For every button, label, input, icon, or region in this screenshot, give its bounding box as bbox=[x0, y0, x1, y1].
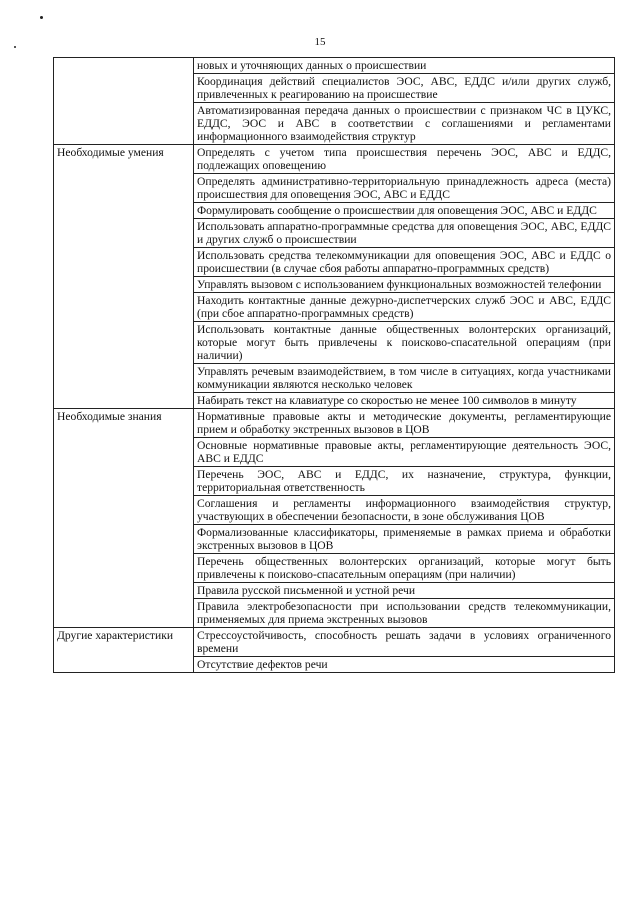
requirement-item: Перечень общественных волонтерских организаций, которые могут быть привлечены к поисково-спасательным операциям (при наличии) bbox=[194, 554, 615, 583]
section-label: Необходимые умения bbox=[54, 145, 194, 409]
requirements-table bbox=[53, 57, 615, 673]
requirement-item: Перечень ЭОС, АВС и ЕДДС, их назначение, структура, функции, территориальная ответственность bbox=[194, 467, 615, 496]
requirement-item: Стрессоустойчивость, способность решать задачи в условиях ограниченного времени bbox=[194, 628, 615, 657]
section-label: Другие характеристики bbox=[54, 628, 194, 673]
requirement-item: Находить контактные данные дежурно-диспетчерских служб ЭОС и АВС, ЕДДС (при сбое аппаратно-программных средств) bbox=[194, 293, 615, 322]
table-row bbox=[54, 58, 615, 74]
requirement-item: Координация действий специалистов ЭОС, АВС, ЕДДС и/или других служб, привлеченных к реагированию на происшествие bbox=[194, 74, 615, 103]
requirement-item: Основные нормативные правовые акты, регламентирующие деятельность ЭОС, АВС и ЕДДС bbox=[194, 438, 615, 467]
requirement-item: Отсутствие дефектов речи bbox=[194, 657, 615, 673]
scan-dot-mark bbox=[40, 16, 43, 19]
table-row bbox=[54, 628, 615, 657]
requirement-item: Определять административно-территориальную принадлежность адреса (места) происшествия для оповещения ЭОС, АВС и ЕДДС bbox=[194, 174, 615, 203]
section-label bbox=[54, 58, 194, 145]
requirement-item: Управлять речевым взаимодействием, в том числе в ситуациях, когда участниками коммуникации являются несколько человек bbox=[194, 364, 615, 393]
requirement-item: Соглашения и регламенты информационного взаимодействия структур, участвующих в обеспечении безопасности, в зоне обслуживания ЦОВ bbox=[194, 496, 615, 525]
table-row bbox=[54, 409, 615, 438]
requirement-item: Использовать аппаратно-программные средства для оповещения ЭОС, АВС, ЕДДС и других служб о происшествии bbox=[194, 219, 615, 248]
requirement-item: Правила электробезопасности при использовании средств телекоммуникации, применяемых для приема экстренных вызовов bbox=[194, 599, 615, 628]
requirement-item: Формулировать сообщение о происшествии для оповещения ЭОС, АВС и ЕДДС bbox=[194, 203, 615, 219]
section-label: Необходимые знания bbox=[54, 409, 194, 628]
page-number: 15 bbox=[314, 36, 326, 48]
requirement-item: Использовать контактные данные общественных волонтерских организаций, которые могут быть привлечены к поисково-спасательной операциям (при наличии) bbox=[194, 322, 615, 364]
requirement-item: Управлять вызовом с использованием функциональных возможностей телефонии bbox=[194, 277, 615, 293]
requirement-item: Набирать текст на клавиатуре со скоростью не менее 100 символов в минуту bbox=[194, 393, 615, 409]
requirement-item: Формализованные классификаторы, применяемые в рамках приема и обработки экстренных вызовов в ЦОВ bbox=[194, 525, 615, 554]
requirement-item: Использовать средства телекоммуникации для оповещения ЭОС, АВС и ЕДДС о происшествии (в случае сбоя работы аппаратно-программных средств) bbox=[194, 248, 615, 277]
requirements-table-body bbox=[54, 58, 615, 673]
requirement-item: Определять с учетом типа происшествия перечень ЭОС, АВС и ЕДДС, подлежащих оповещению bbox=[194, 145, 615, 174]
requirement-item: новых и уточняющих данных о происшествии bbox=[194, 58, 615, 74]
requirement-item: Нормативные правовые акты и методические документы, регламентирующие прием и обработку экстренных вызовов в ЦОВ bbox=[194, 409, 615, 438]
table-row bbox=[54, 145, 615, 174]
requirement-item: Правила русской письменной и устной речи bbox=[194, 583, 615, 599]
requirement-item: Автоматизированная передача данных о происшествии с признаком ЧС в ЦУКС, ЕДДС, ЭОС и АВС в соответствии с соглашениями и регламентами информационного взаимодействия структур bbox=[194, 103, 615, 145]
